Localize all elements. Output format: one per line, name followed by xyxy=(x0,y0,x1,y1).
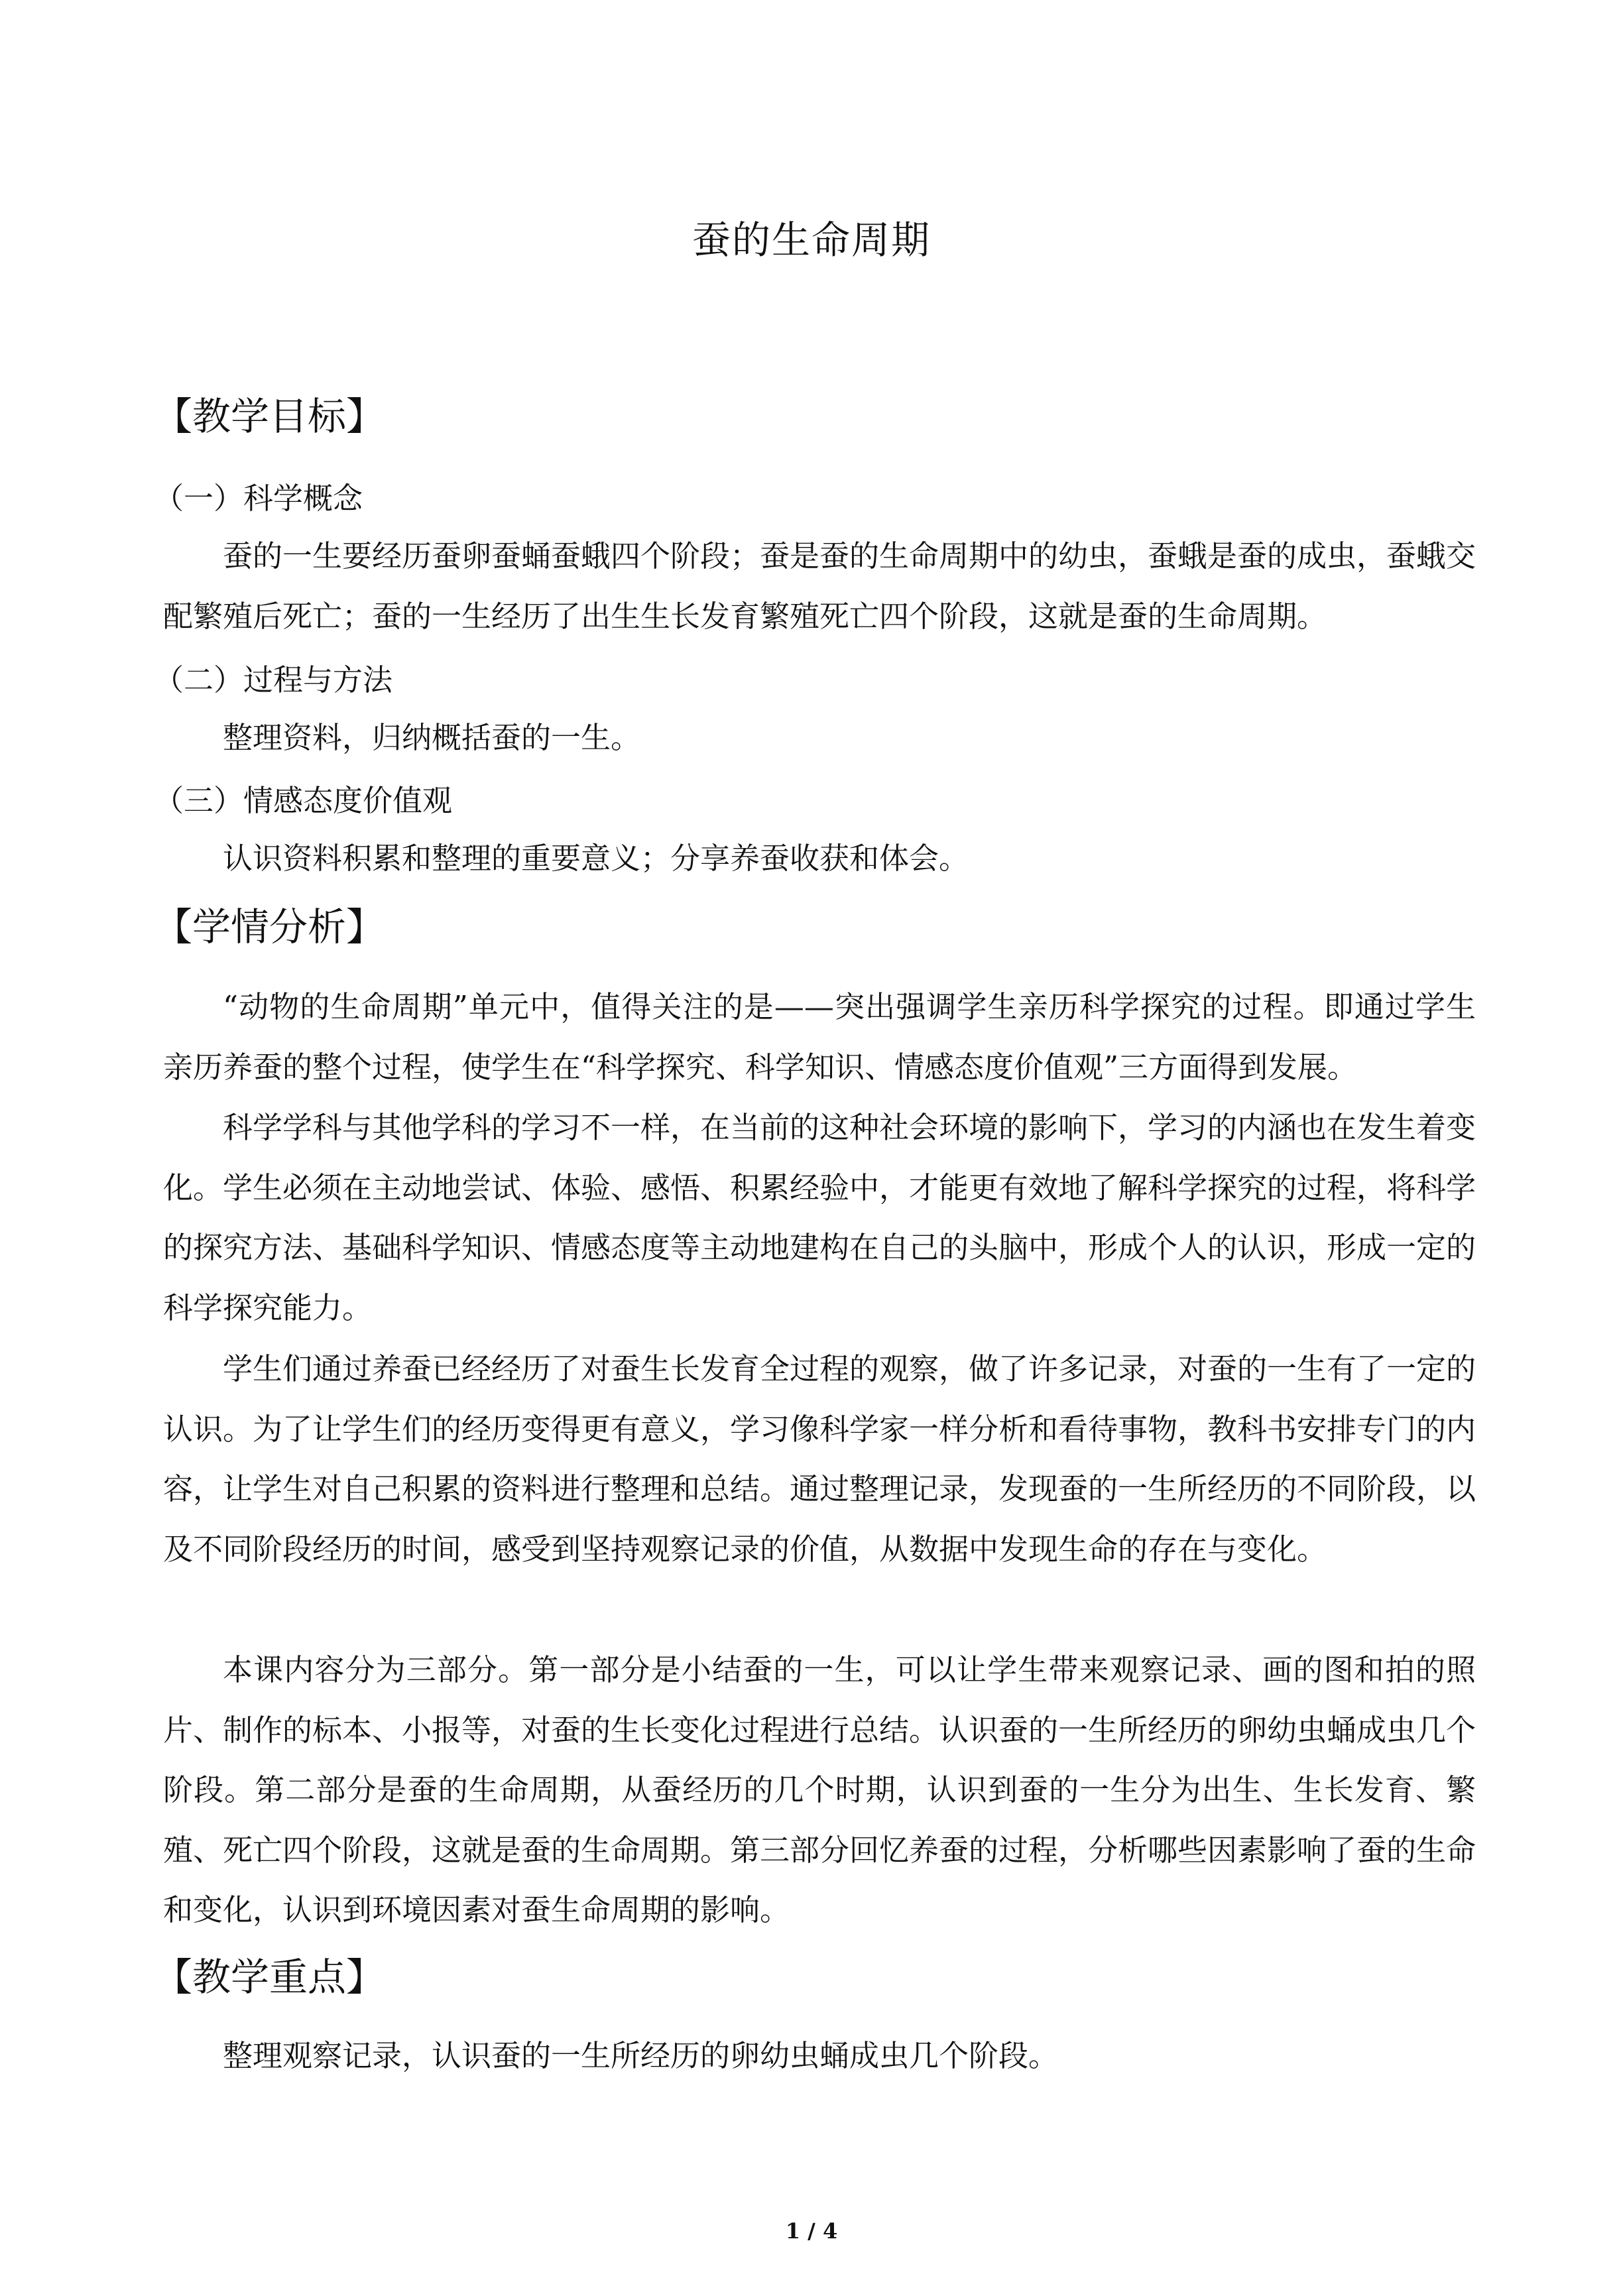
paragraph-process-method: 整理资料，归纳概括蚕的一生。 xyxy=(223,720,641,755)
paragraph-analysis-2: 科学学科与其他学科的学习不一样，在当前的这种社会环境的影响下，学习的内涵也在发生着变化。学生必须在主动地尝试、体验、感悟、积累经验中，才能更有效地了解科学探究的过程，将科学的探究方法、基础科学知识、情感态度等主动地建构在自己的头脑中，形成个人的认识，形成一定的科学探究能力。 xyxy=(163,1110,1476,1325)
page-number: 1 / 4 xyxy=(785,2218,838,2244)
paragraph-analysis-3: 学生们通过养蚕已经经历了对蚕生长发育全过程的观察，做了许多记录，对蚕的一生有了一定的认识。为了让学生们的经历变得更有意义，学习像科学家一样分析和看待事物，教科书安排专门的内容，让学生对自己积累的资料进行整理和总结。通过整理记录，发现蚕的一生所经历的不同阶段，以及不同阶段经历的时间，感受到坚持观察记录的价值，从数据中发现生命的存在与变化。 xyxy=(163,1351,1476,1567)
paragraph-attitude-values: 认识资料积累和整理的重要意义；分享养蚕收获和体会。 xyxy=(223,841,969,876)
sub-heading-attitude-values: （三）情感态度价值观 xyxy=(154,783,453,818)
section-heading-key-points: 【教学重点】 xyxy=(154,1955,385,2000)
document-title: 蚕的生命周期 xyxy=(691,217,931,263)
paragraph-analysis-4: 本课内容分为三部分。第一部分是小结蚕的一生，可以让学生带来观察记录、画的图和拍的照片、制作的标本、小报等，对蚕的生长变化过程进行总结。认识蚕的一生所经历的卵幼虫蛹成虫几个阶段。第二部分是蚕的生命周期，从蚕经历的几个时期，认识到蚕的一生分为出生、生长发育、繁殖、死亡四个阶段，这就是蚕的生命周期。第三部分回忆养蚕的过程，分析哪些因素影响了蚕的生命和变化，认识到环境因素对蚕生命周期的影响。 xyxy=(163,1652,1476,1927)
sub-heading-science-concept: （一）科学概念 xyxy=(154,481,363,516)
paragraph-analysis-1: “动物的生命周期”单元中，值得关注的是——突出强调学生亲历科学探究的过程。即通过学生亲历养蚕的整个过程，使学生在“科学探究、科学知识、情感态度价值观”三方面得到发展。 xyxy=(163,989,1476,1085)
section-heading-objectives: 【教学目标】 xyxy=(154,394,385,439)
paragraph-key-points: 整理观察记录，认识蚕的一生所经历的卵幼虫蛹成虫几个阶段。 xyxy=(223,2038,1059,2073)
paragraph-science-concept: 蚕的一生要经历蚕卵蚕蛹蚕蛾四个阶段；蚕是蚕的生命周期中的幼虫，蚕蛾是蚕的成虫，蚕蛾交配繁殖后死亡；蚕的一生经历了出生生长发育繁殖死亡四个阶段，这就是蚕的生命周期。 xyxy=(163,538,1476,634)
sub-heading-process-method: （二）过程与方法 xyxy=(154,662,393,697)
section-heading-analysis: 【学情分析】 xyxy=(154,904,385,949)
